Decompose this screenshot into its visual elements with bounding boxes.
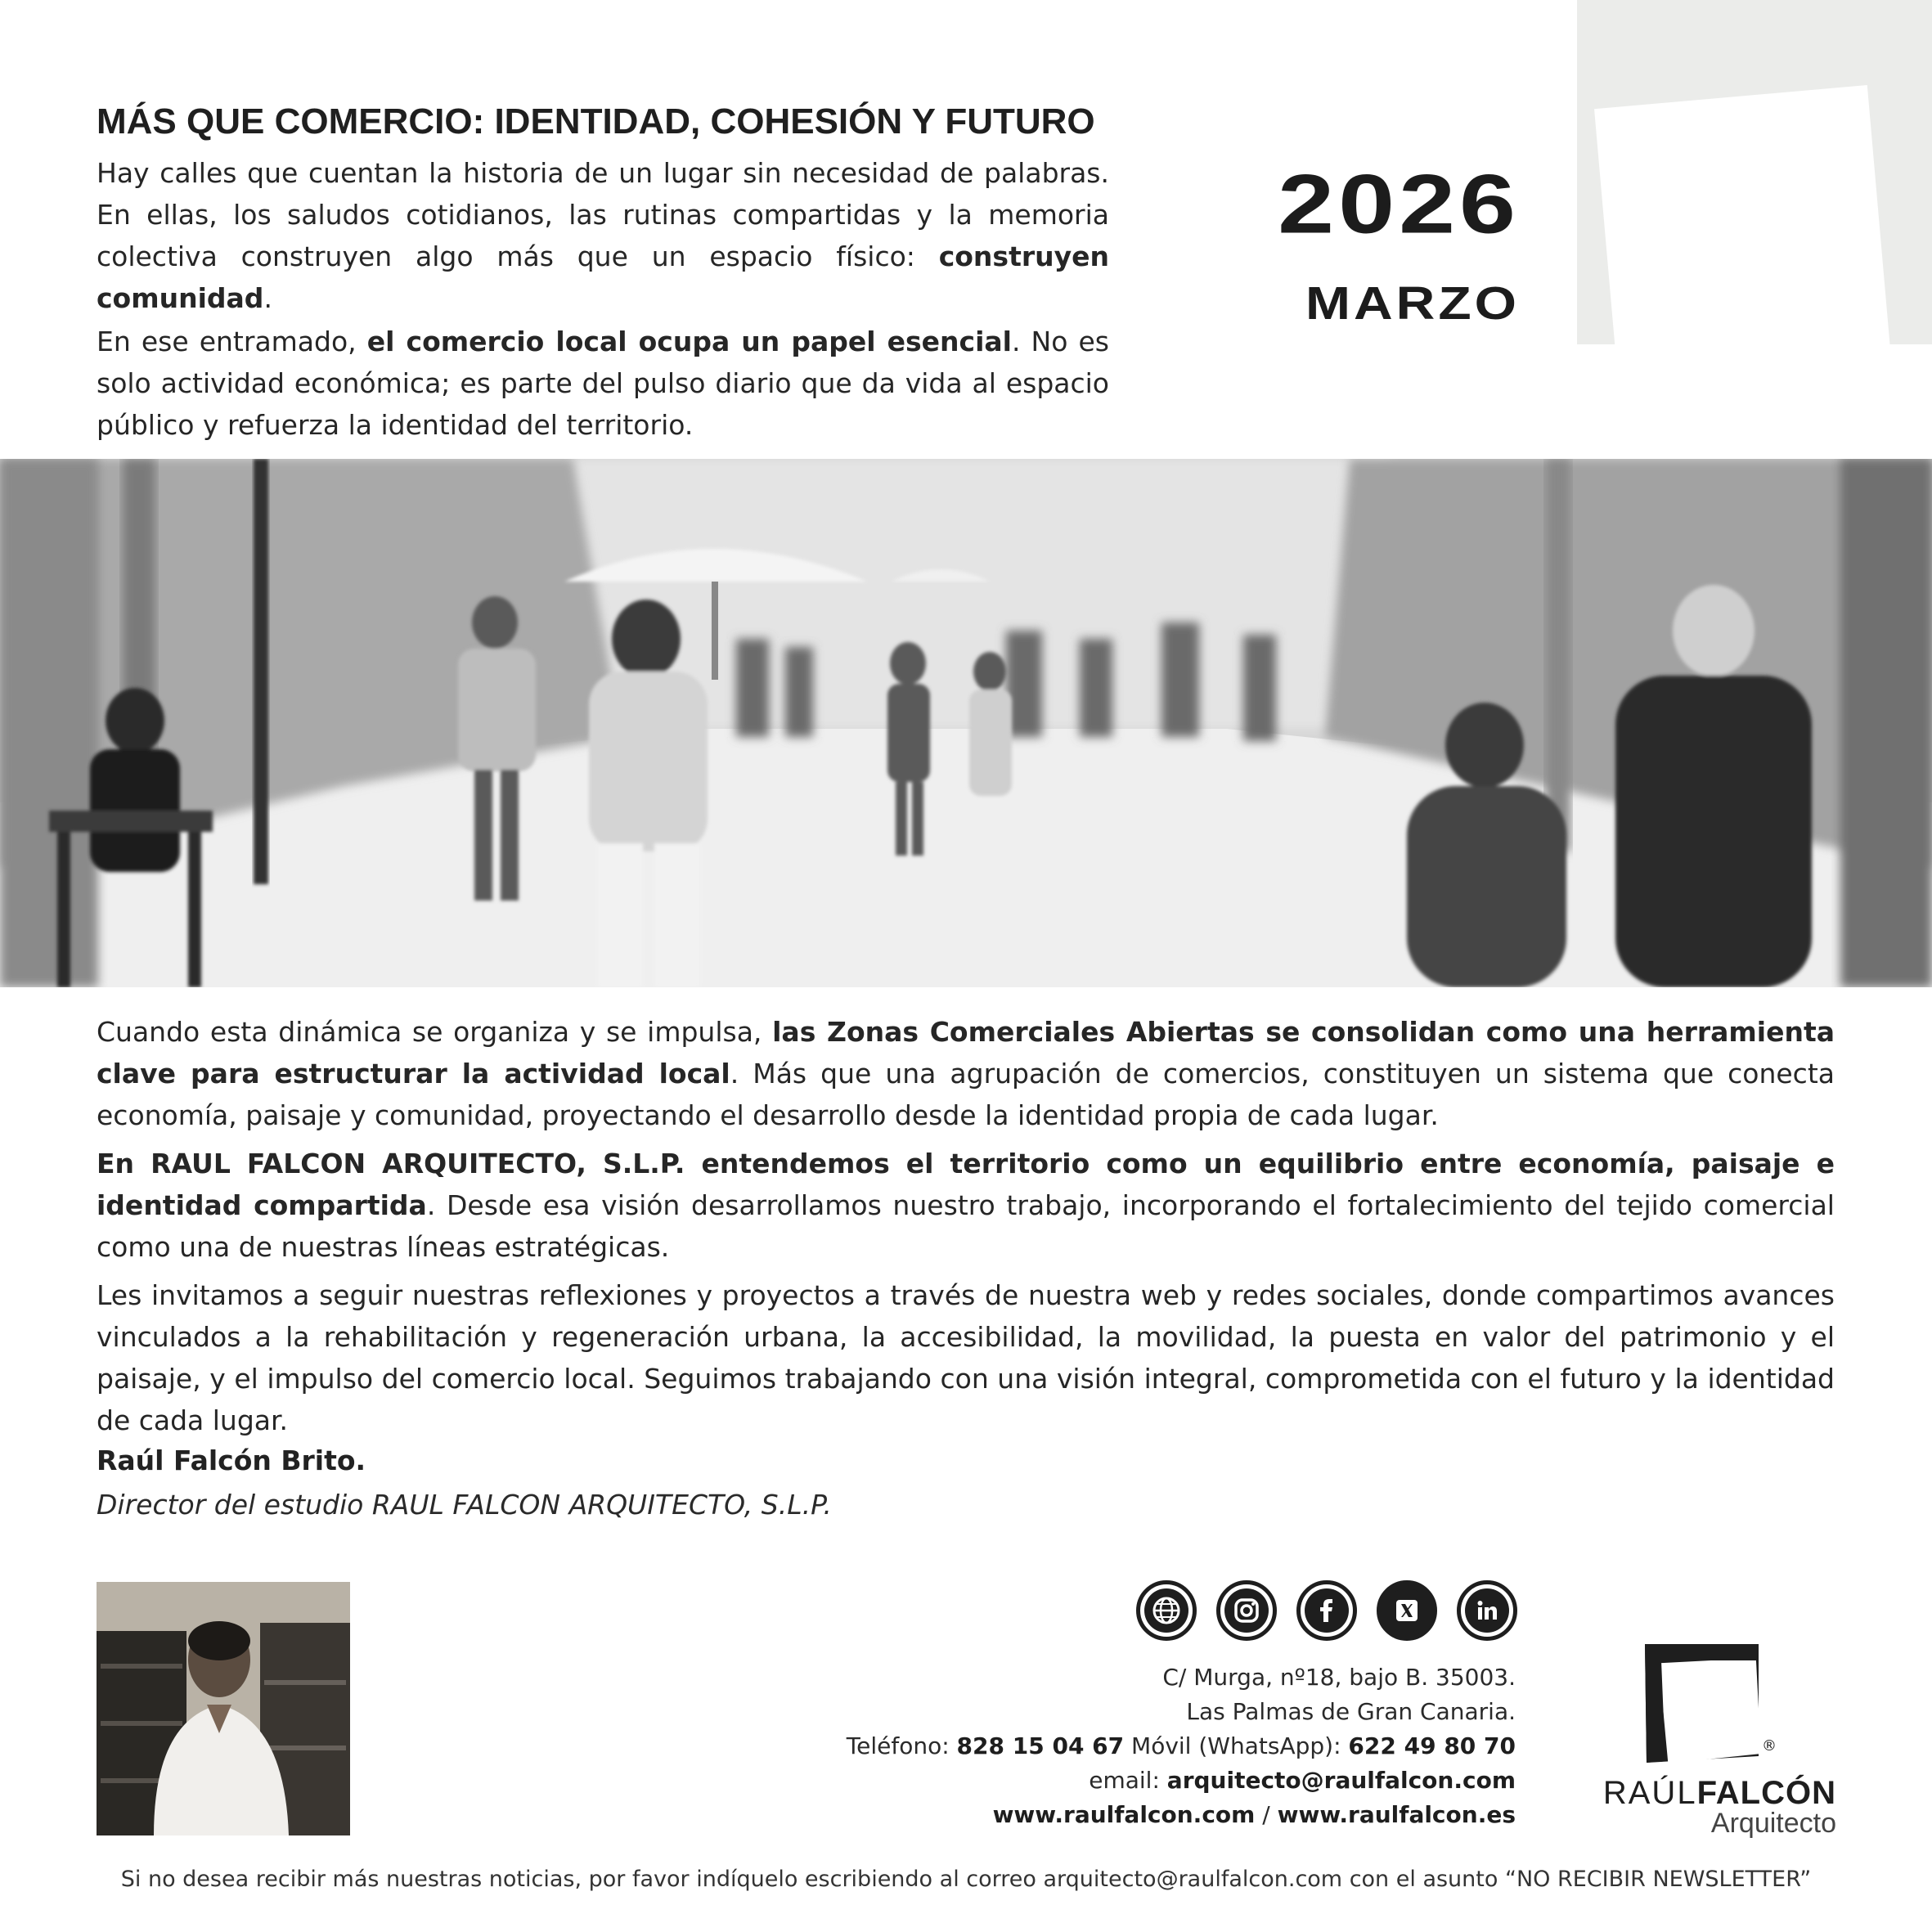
mobile-number[interactable]: 622 49 80 70: [1348, 1732, 1516, 1759]
unsubscribe-note: Si no desea recibir más nuestras noticias, por favor indíquelo escribiendo al correo arquitecto@raulfalcon.com con el asunto “NO RECIBIR NEWSLETTER”: [120, 1867, 1812, 1892]
portrait-illustration: [97, 1582, 350, 1835]
body-paragraph-1: Cuando esta dinámica se organiza y se impulsa, las Zonas Comerciales Abiertas se consolidan como una herramienta clave para estructurar la actividad local. Más que una agrupación de comercios, constituyen un sistema que conecta economía, paisaje y comunidad, proyectando el desarrollo desde la identidad propia de cada lugar.: [97, 1016, 1835, 1131]
intro-text: [97, 152, 1109, 446]
address-line-1: C/ Murga, nº18, bajo B. 35003.: [1162, 1664, 1516, 1691]
email-line: email: arquitecto@raulfalcon.com: [1089, 1767, 1516, 1794]
logo-subtitle: Arquitecto: [1710, 1808, 1836, 1839]
calendar-month: MARZO: [1305, 276, 1520, 329]
corner-decoration: [1577, 0, 1932, 344]
facebook-link[interactable]: [1296, 1580, 1357, 1641]
corner-square: [1594, 85, 1891, 344]
street-photo-illustration: [0, 459, 1932, 987]
logo-name: RAÚLFALCÓN: [1602, 1775, 1836, 1811]
body-paragraph-2: En RAUL FALCON ARQUITECTO, S.L.P. entendemos el territorio como un equilibrio entre economía, paisaje e identidad compartida. Desde esa visión desarrollamos nuestro trabajo, incorporando el fortalecimiento del tejido comercial como una de nuestras líneas estratégicas.: [97, 1148, 1835, 1263]
x-link[interactable]: [1377, 1580, 1437, 1641]
body-paragraph-3: Les invitamos a seguir nuestras reflexiones y proyectos a través de nuestra web y redes sociales, donde compartimos avances vinculados a la rehabilitación y regeneración urbana, la accesibilidad, la movilidad, la puesta en valor del patrimonio y el paisaje, y el impulso del comercio local. Seguimos trabajando con una visión integral, comprometida con el futuro y la identidad de cada lugar.: [97, 1279, 1835, 1436]
newsletter-title: MÁS QUE COMERCIO: IDENTIDAD, COHESIÓN Y FUTURO: [97, 101, 1095, 142]
social-links: [1136, 1580, 1517, 1641]
phone-line: Teléfono: 828 15 04 67 Móvil (WhatsApp): 622 49 80 70: [846, 1732, 1516, 1759]
facebook-icon: [1305, 1588, 1349, 1633]
intro-paragraph-1: Hay calles que cuentan la historia de un lugar sin necesidad de palabras. En ellas, los saludos cotidianos, las rutinas compartidas y la memoria colectiva construyen algo más que un espacio físico: construyen comunidad.: [97, 157, 1109, 314]
registered-mark: ®: [1762, 1737, 1777, 1755]
linkedin-icon: [1465, 1588, 1509, 1633]
phone-number[interactable]: 828 15 04 67: [956, 1732, 1125, 1759]
instagram-icon: [1224, 1588, 1269, 1633]
email-link[interactable]: arquitecto@raulfalcon.com: [1166, 1767, 1516, 1794]
web-link-es[interactable]: www.raulfalcon.es: [1277, 1801, 1516, 1828]
x-icon: [1385, 1588, 1429, 1633]
linkedin-link[interactable]: [1457, 1580, 1517, 1641]
street-photo: [0, 459, 1932, 987]
web-link-com[interactable]: www.raulfalcon.com: [992, 1801, 1256, 1828]
signature-role: Director del estudio RAUL FALCON ARQUITECTO, S.L.P.: [97, 1489, 832, 1521]
instagram-link[interactable]: [1216, 1580, 1277, 1641]
signature-name: Raúl Falcón Brito.: [97, 1445, 366, 1476]
contact-info: [847, 1660, 1516, 1832]
web-link[interactable]: [1136, 1580, 1197, 1641]
address-line-2: Las Palmas de Gran Canaria.: [1186, 1698, 1516, 1725]
author-portrait: [97, 1582, 350, 1835]
body-text: [97, 1011, 1835, 1448]
calendar-year: 2026: [1278, 158, 1520, 251]
intro-paragraph-2: En ese entramado, el comercio local ocupa un papel esencial. No es solo actividad económica; es parte del pulso diario que da vida al espacio público y refuerza la identidad del territorio.: [97, 326, 1109, 441]
logo-mark-icon: [1569, 1640, 1839, 1779]
web-icon: [1144, 1588, 1188, 1633]
web-line: www.raulfalcon.com / www.raulfalcon.es: [992, 1801, 1516, 1828]
